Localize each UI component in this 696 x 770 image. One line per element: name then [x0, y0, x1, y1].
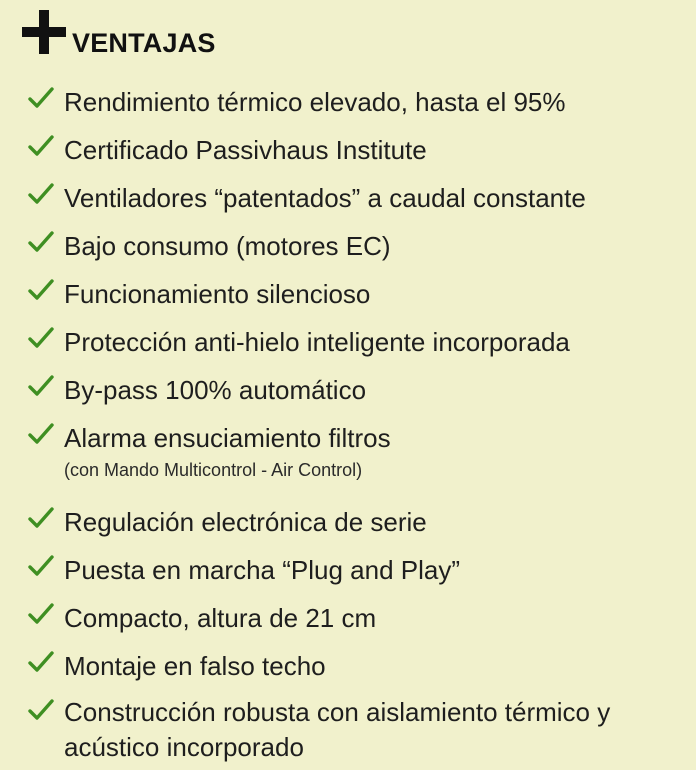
list-item-text: Puesta en marcha “Plug and Play” — [64, 555, 460, 585]
list-item — [28, 227, 688, 275]
check-icon — [28, 649, 54, 675]
list-item-text: Montaje en falso techo — [64, 651, 326, 681]
list-item-text: Ventiladores “patentados” a caudal constante — [64, 183, 586, 213]
check-icon — [28, 505, 54, 531]
list-item — [28, 83, 688, 131]
list-item-text: Construcción robusta con aislamiento térmico y acústico incorporado — [64, 697, 611, 762]
advantages-list — [28, 83, 688, 765]
list-item-text: Certificado Passivhaus Institute — [64, 135, 427, 165]
list-item-text: Funcionamiento silencioso — [64, 279, 371, 309]
check-icon — [28, 85, 54, 111]
list-item-text: Regulación electrónica de serie — [64, 507, 427, 537]
list-item — [28, 647, 688, 695]
list-item-text: By-pass 100% automático — [64, 375, 367, 405]
list-item — [28, 275, 688, 323]
check-icon — [28, 325, 54, 351]
list-item-text: Compacto, altura de 21 cm — [64, 603, 377, 633]
list-item — [28, 179, 688, 227]
list-item-text: Protección anti-hielo inteligente incorporada — [64, 327, 570, 357]
check-icon — [28, 553, 54, 579]
check-icon — [28, 229, 54, 255]
check-icon — [28, 421, 54, 447]
list-item — [28, 131, 688, 179]
check-icon — [28, 277, 54, 303]
section-title: VENTAJAS — [72, 28, 216, 58]
list-item — [28, 419, 688, 503]
list-item — [28, 695, 688, 765]
list-item — [28, 599, 688, 647]
plus-icon — [22, 10, 66, 54]
section-header — [22, 6, 422, 62]
check-icon — [28, 697, 54, 723]
check-icon — [28, 601, 54, 627]
list-item-note: (con Mando Multicontrol - Air Control) — [64, 460, 363, 480]
check-icon — [28, 133, 54, 159]
list-item-text: Bajo consumo (motores EC) — [64, 231, 391, 261]
list-item — [28, 323, 688, 371]
check-icon — [28, 373, 54, 399]
list-item-text: Alarma ensuciamiento filtros — [64, 423, 391, 453]
list-item — [28, 551, 688, 599]
list-item-text: Rendimiento térmico elevado, hasta el 95% — [64, 87, 566, 117]
check-icon — [28, 181, 54, 207]
list-item — [28, 503, 688, 551]
list-item — [28, 371, 688, 419]
